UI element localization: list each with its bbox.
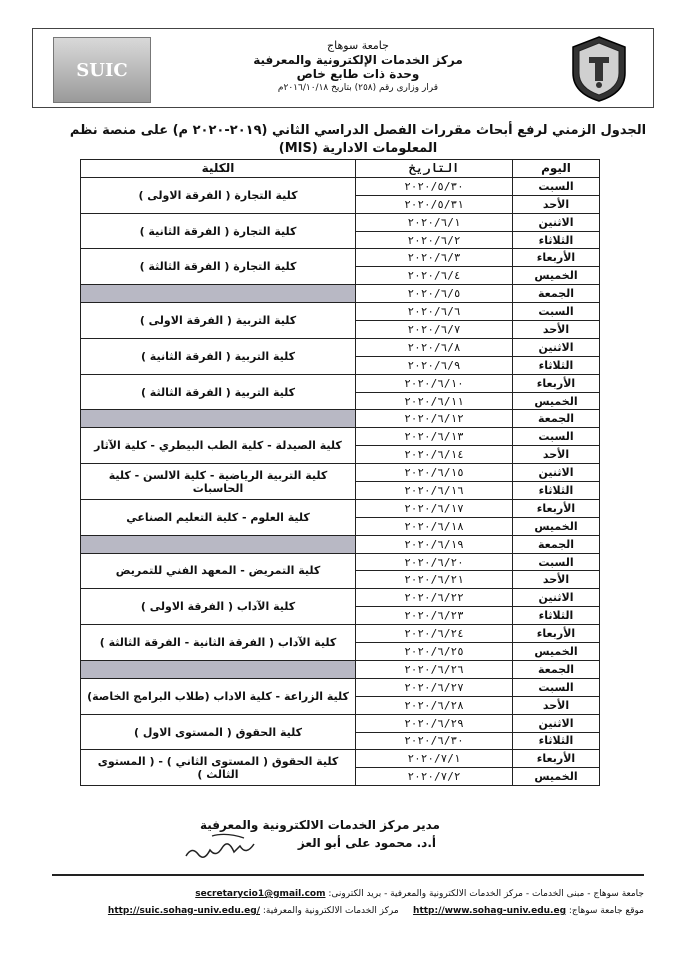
date-cell: ٢٠٢٠/٦/٧ xyxy=(356,321,513,339)
table-row xyxy=(81,213,600,231)
date-cell: ٢٠٢٠/٦/٢٠ xyxy=(356,553,513,571)
table-row xyxy=(81,535,600,553)
day-cell: الخميس xyxy=(513,643,600,661)
date-cell: ٢٠٢٠/٦/١٢ xyxy=(356,410,513,428)
table-row xyxy=(81,410,600,428)
day-cell: الأربعاء xyxy=(513,750,600,768)
date-cell: ٢٠٢٠/٦/٣٠ xyxy=(356,732,513,750)
day-cell: الثلاثاء xyxy=(513,732,600,750)
day-cell: الأحد xyxy=(513,571,600,589)
date-cell: ٢٠٢٠/٦/٢٧ xyxy=(356,678,513,696)
header-day: اليوم xyxy=(513,160,600,178)
table-row xyxy=(81,177,600,195)
friday-break-cell xyxy=(81,535,356,553)
suic-logo: SUIC xyxy=(53,37,151,103)
faculty-cell: كلية الآداب ( الفرقة الثانية - الفرقة الثالثة ) xyxy=(81,625,356,661)
date-cell: ٢٠٢٠/٦/١٦ xyxy=(356,482,513,500)
date-cell: ٢٠٢٠/٦/٢١ xyxy=(356,571,513,589)
date-cell: ٢٠٢٠/٦/٩ xyxy=(356,356,513,374)
footer-line-1 xyxy=(52,889,644,899)
schedule-table xyxy=(80,159,600,786)
date-cell: ٢٠٢٠/٥/٣٠ xyxy=(356,177,513,195)
table-row xyxy=(81,750,600,768)
table-row xyxy=(81,303,600,321)
table-row xyxy=(81,625,600,643)
day-cell: الأحد xyxy=(513,446,600,464)
date-cell: ٢٠٢٠/٦/١٩ xyxy=(356,535,513,553)
day-cell: الخميس xyxy=(513,517,600,535)
faculty-cell: كلية الآداب ( الفرقة الاولى ) xyxy=(81,589,356,625)
schedule-body xyxy=(81,177,600,785)
day-cell: الاثنين xyxy=(513,589,600,607)
day-cell: الأربعاء xyxy=(513,625,600,643)
day-cell: الأحد xyxy=(513,696,600,714)
date-cell: ٢٠٢٠/٦/٢٦ xyxy=(356,660,513,678)
date-cell: ٢٠٢٠/٧/١ xyxy=(356,750,513,768)
day-cell: الجمعة xyxy=(513,660,600,678)
footer-line-2 xyxy=(52,906,644,916)
footer-divider xyxy=(52,874,644,876)
table-row xyxy=(81,464,600,482)
center-name: مركز الخدمات الإلكترونية والمعرفية xyxy=(253,53,463,67)
date-cell: ٢٠٢٠/٧/٢ xyxy=(356,768,513,786)
faculty-cell: كلية الحقوق ( المستوى الاول ) xyxy=(81,714,356,750)
footer-address: جامعة سوهاج - مبنى الخدمات - مركز الخدمات الالكترونية والمعرفية - بريد الكترونى: xyxy=(328,889,644,899)
day-cell: الثلاثاء xyxy=(513,231,600,249)
day-cell: السبت xyxy=(513,428,600,446)
date-cell: ٢٠٢٠/٦/٥ xyxy=(356,285,513,303)
faculty-cell: كلية التمريض - المعهد الفني للتمريض xyxy=(81,553,356,589)
date-cell: ٢٠٢٠/٦/١٥ xyxy=(356,464,513,482)
sohag-university-seal-icon xyxy=(565,35,633,103)
date-cell: ٢٠٢٠/٦/٢٣ xyxy=(356,607,513,625)
date-cell: ٢٠٢٠/٦/١٨ xyxy=(356,517,513,535)
date-cell: ٢٠٢٠/٦/١ xyxy=(356,213,513,231)
day-cell: الأربعاء xyxy=(513,374,600,392)
date-cell: ٢٠٢٠/٦/٢٩ xyxy=(356,714,513,732)
date-cell: ٢٠٢٠/٦/٤ xyxy=(356,267,513,285)
table-row xyxy=(81,714,600,732)
table-row xyxy=(81,249,600,267)
day-cell: الاثنين xyxy=(513,714,600,732)
table-row xyxy=(81,553,600,571)
date-cell: ٢٠٢٠/٦/٨ xyxy=(356,338,513,356)
day-cell: الأحد xyxy=(513,321,600,339)
signature-title: مدير مركز الخدمات الالكترونية والمعرفية xyxy=(199,818,440,832)
date-cell: ٢٠٢٠/٦/١٧ xyxy=(356,499,513,517)
table-header-row xyxy=(81,160,600,178)
day-cell: الاثنين xyxy=(513,464,600,482)
day-cell: الأربعاء xyxy=(513,249,600,267)
day-cell: الخميس xyxy=(513,267,600,285)
day-cell: الثلاثاء xyxy=(513,356,600,374)
handwritten-signature-icon xyxy=(182,828,264,868)
day-cell: الاثنين xyxy=(513,213,600,231)
decree-text: قرار وزارى رقم (٢٥٨) بتاريخ ٢٠١٦/١٠/١٨م xyxy=(277,83,439,93)
day-cell: السبت xyxy=(513,177,600,195)
day-cell: السبت xyxy=(513,678,600,696)
day-cell: الجمعة xyxy=(513,535,600,553)
day-cell: الجمعة xyxy=(513,410,600,428)
table-row xyxy=(81,338,600,356)
faculty-cell: كلية التجارة ( الفرقة الثانية ) xyxy=(81,213,356,249)
date-cell: ٢٠٢٠/٦/٢ xyxy=(356,231,513,249)
date-cell: ٢٠٢٠/٦/٦ xyxy=(356,303,513,321)
date-cell: ٢٠٢٠/٦/٢٥ xyxy=(356,643,513,661)
date-cell: ٢٠٢٠/٦/٢٢ xyxy=(356,589,513,607)
friday-break-cell xyxy=(81,660,356,678)
table-row xyxy=(81,660,600,678)
day-cell: الأحد xyxy=(513,195,600,213)
day-cell: السبت xyxy=(513,303,600,321)
faculty-cell: كلية الحقوق ( المستوى الثاني ) - ( المستوى الثالث ) xyxy=(81,750,356,786)
faculty-cell: كلية التربية ( الفرقة الثالثة ) xyxy=(81,374,356,410)
footer-center-label: مركز الخدمات الالكترونية والمعرفية: xyxy=(262,906,399,916)
footer-uni-url-link[interactable]: http://www.sohag-univ.edu.eg xyxy=(413,906,567,916)
footer-email-link[interactable]: secretarycio1@gmail.com xyxy=(195,889,326,899)
faculty-cell: كلية التربية ( الفرقة الثانية ) xyxy=(81,338,356,374)
day-cell: الأربعاء xyxy=(513,499,600,517)
date-cell: ٢٠٢٠/٦/١١ xyxy=(356,392,513,410)
day-cell: الثلاثاء xyxy=(513,482,600,500)
faculty-cell: كلية التجارة ( الفرقة الاولى ) xyxy=(81,177,356,213)
letterhead xyxy=(32,28,654,108)
faculty-cell: كلية التربية ( الفرقة الاولى ) xyxy=(81,303,356,339)
faculty-cell: كلية التربية الرياضية - كلية الالسن - كلية الحاسبات xyxy=(81,464,356,500)
day-cell: الخميس xyxy=(513,392,600,410)
table-row xyxy=(81,678,600,696)
faculty-cell: كلية الزراعة - كلية الاداب (طلاب البرامج الخاصة) xyxy=(81,678,356,714)
date-cell: ٢٠٢٠/٦/٢٨ xyxy=(356,696,513,714)
faculty-cell: كلية العلوم - كلية التعليم الصناعي xyxy=(81,499,356,535)
faculty-cell: كلية التجارة ( الفرقة الثالثة ) xyxy=(81,249,356,285)
table-row xyxy=(81,428,600,446)
day-cell: الجمعة xyxy=(513,285,600,303)
table-row xyxy=(81,499,600,517)
page-title: الجدول الزمني لرفع أبحاث مقررات الفصل الدراسي الثاني (٢٠١٩-٢٠٢٠ م) على منصة نظم المعلومات الادارية (MIS) xyxy=(69,123,647,156)
date-cell: ٢٠٢٠/٦/٢٤ xyxy=(356,625,513,643)
university-name: جامعة سوهاج xyxy=(327,39,389,52)
day-cell: السبت xyxy=(513,553,600,571)
day-cell: الثلاثاء xyxy=(513,607,600,625)
header-date: التاريخ xyxy=(356,160,513,178)
date-cell: ٢٠٢٠/٦/١٠ xyxy=(356,374,513,392)
day-cell: الاثنين xyxy=(513,338,600,356)
faculty-cell: كلية الصيدلة - كلية الطب البيطري - كلية الآثار xyxy=(81,428,356,464)
table-row xyxy=(81,374,600,392)
header-faculty: الكلية xyxy=(81,160,356,178)
date-cell: ٢٠٢٠/٦/١٣ xyxy=(356,428,513,446)
date-cell: ٢٠٢٠/٥/٣١ xyxy=(356,195,513,213)
letterhead-text xyxy=(173,39,543,95)
unit-name: وحدة ذات طابع خاص xyxy=(296,67,420,81)
table-row xyxy=(81,589,600,607)
date-cell: ٢٠٢٠/٦/٣ xyxy=(356,249,513,267)
friday-break-cell xyxy=(81,285,356,303)
footer-center-url-link[interactable]: http://suic.sohag-univ.edu.eg/ xyxy=(107,906,261,916)
signature-name: أ.د. محمود على أبو العز xyxy=(297,836,436,850)
date-cell: ٢٠٢٠/٦/١٤ xyxy=(356,446,513,464)
day-cell: الخميس xyxy=(513,768,600,786)
footer-uni-label: موقع جامعة سوهاج: xyxy=(568,906,644,916)
table-row xyxy=(81,285,600,303)
friday-break-cell xyxy=(81,410,356,428)
